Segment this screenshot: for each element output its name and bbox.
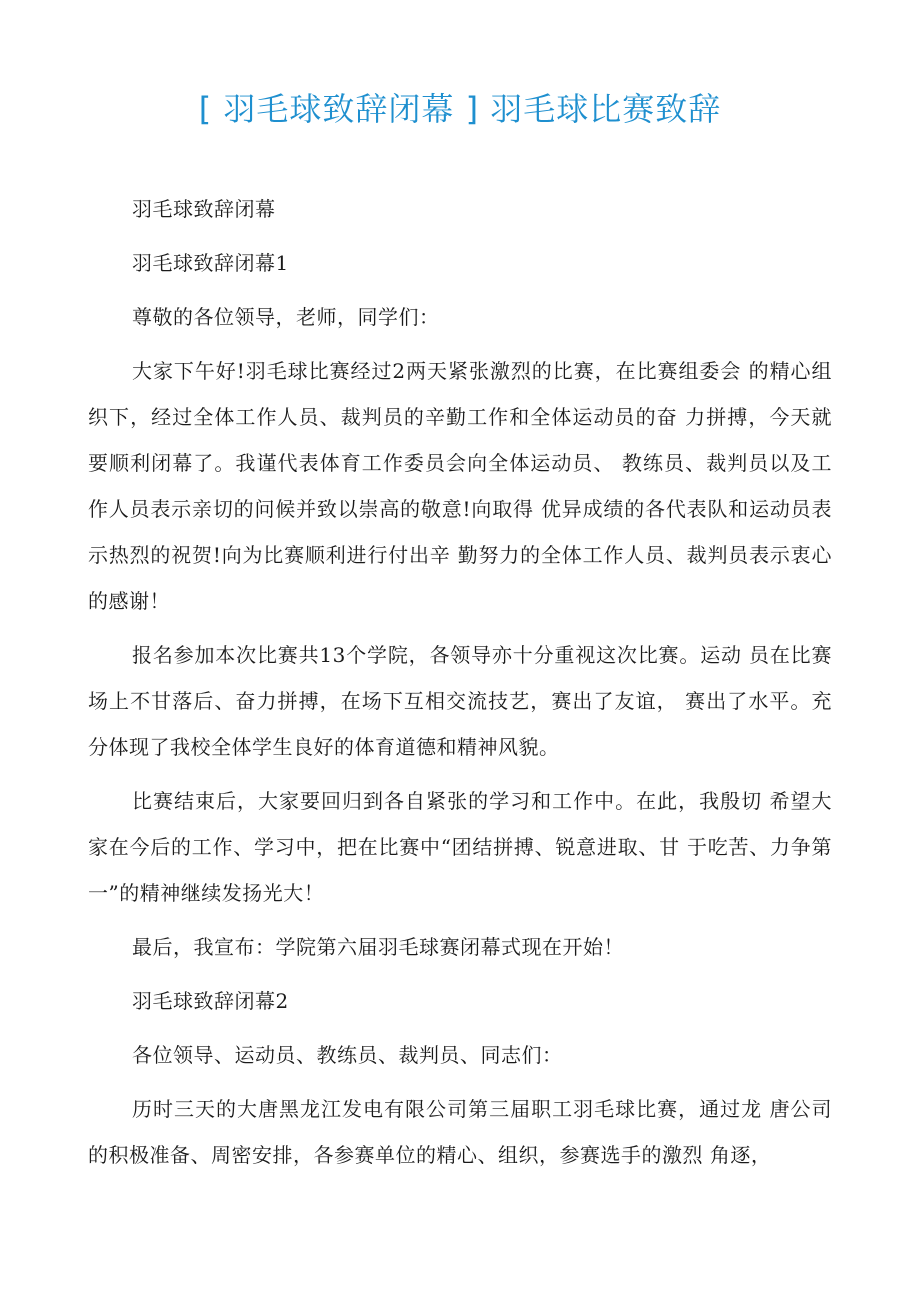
paragraph-subheading-1: 羽毛球致辞闭幕1 (132, 251, 289, 275)
paragraph-salutation-1: 尊敬的各位领导，老师，同学们： (132, 305, 440, 329)
paragraph-body: 报名参加本次比赛共13个学院，各领导亦十分重视这次比赛。运动 员在比赛场上不甘落后、奋力拼搏，在场下互相交流技艺，赛出了友谊， 赛出了水平。充分体现了我校全体学生良好的体育道德和精神风貌。 (88, 643, 832, 759)
document-title: [ 羽毛球致辞闭幕 ] 羽毛球比赛致辞 (198, 90, 722, 128)
paragraph-body: 大家下午好!羽毛球比赛经过2两天紧张激烈的比赛，在比赛组委会 的精心组织下，经过全体工作人员、裁判员的辛勤工作和全体运动员的奋 力拼搏，今天就要顺利闭幕了。我谨代表体育工作委员会向全体运动员、 教练员、裁判员以及工作人员表示亲切的问候并致以崇高的敬意!向取得 优异成绩的各代表队和运动员表示热烈的祝贺!向为比赛顺利进行付出辛 勤努力的全体工作人员、裁判员表示衷心的感谢！ (88, 359, 832, 613)
paragraph-salutation-2: 各位领导、运动员、教练员、裁判员、同志们： (132, 1043, 563, 1067)
paragraph-body: 比赛结束后，大家要回归到各自紧张的学习和工作中。在此，我殷切 希望大家在今后的工作、学习中，把在比赛中“团结拼搏、锐意进取、甘 于吃苦、力争第一”的精神继续发扬光大！ (88, 789, 832, 905)
paragraph-subheading-2: 羽毛球致辞闭幕2 (132, 989, 289, 1013)
paragraph-closing: 最后，我宣布：学院第六届羽毛球赛闭幕式现在开始！ (132, 935, 624, 959)
paragraph-heading: 羽毛球致辞闭幕 (132, 197, 276, 221)
document-body (88, 186, 832, 1178)
paragraph-body: 历时三天的大唐黑龙江发电有限公司第三届职工羽毛球比赛，通过龙 唐公司的积极准备、周密安排，各参赛单位的精心、组织，参赛选手的激烈 角逐， (88, 1097, 832, 1167)
